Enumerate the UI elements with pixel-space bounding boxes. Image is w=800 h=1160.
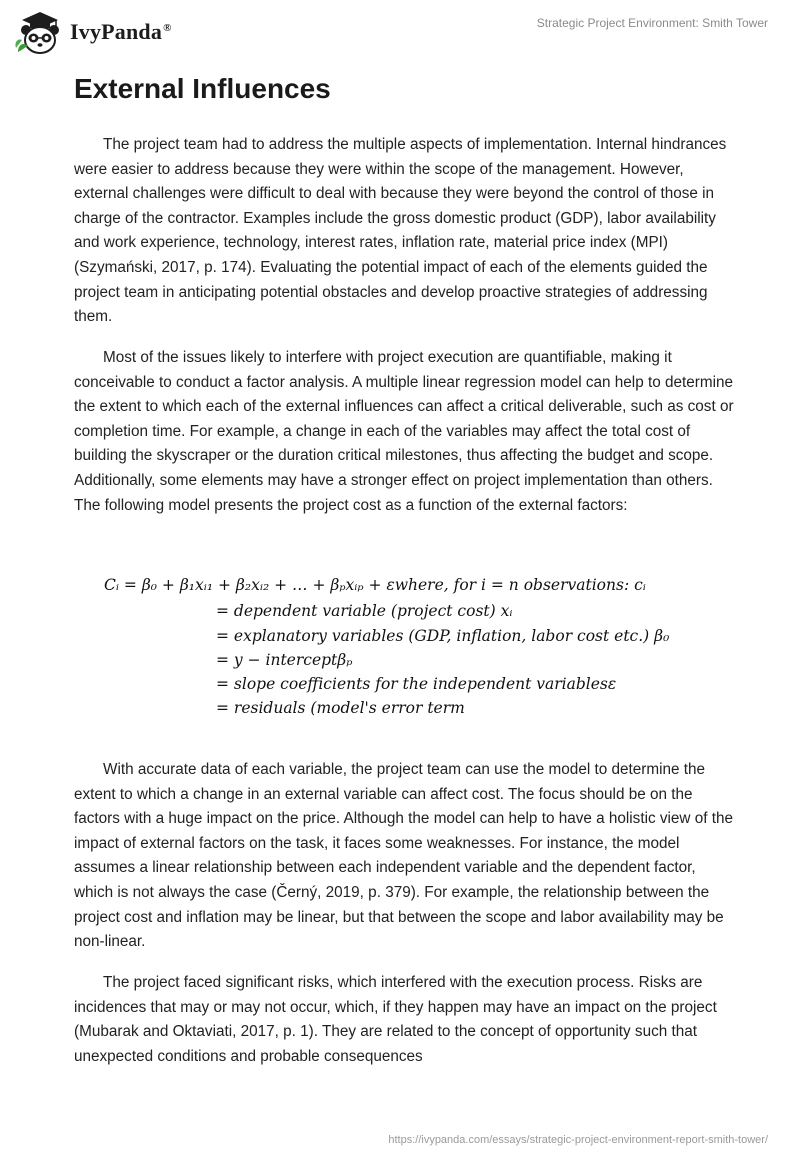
formula-line-6: = residuals (model's error term	[216, 699, 465, 717]
regression-formula	[104, 574, 734, 724]
paragraph-3: With accurate data of each variable, the project team can use the model to determine the extent to which a change in an external variable can affect cost. The focus should be on the factors with a huge impact on the price. Although the model can help to have a holistic view of the impact of external factors on the task, it faces some weaknesses. For instance, the model assumes a linear relationship between each independent variable and the dependent factor, which is not always the case (Černý, 2019, p. 379). For example, the relationship between the project cost and inflation may be linear, but that between the scope and labor availability may be non-linear.	[74, 761, 734, 951]
paragraph-1: The project team had to address the multiple aspects of implementation. Internal hindrances were easier to address because they were within the scope of the management. However, external challenges were difficult to deal with because they were beyond the control of those in charge of the contractor. Examples include the gross domestic product (GDP), labor availability and work experience, technology, interest rates, inflation rate, material price index (MPI) (Szymański, 2017, p. 174). Evaluating the potential impact of each of the elements guided the project team in anticipating potential obstacles and develop proactive strategies of addressing them.	[74, 136, 727, 326]
page-header	[0, 0, 800, 60]
formula-line-1: Cᵢ = β₀ + β₁xᵢ₁ + β₂xᵢ₂ + … + βₚxᵢₚ + εwhere, for i = n observations: cᵢ	[104, 576, 646, 594]
logo-wordmark: IvyPanda®	[70, 19, 172, 44]
formula-line-2: = dependent variable (project cost) xᵢ	[216, 602, 513, 620]
section-heading: External Influences	[74, 73, 331, 104]
source-url-link[interactable]: https://ivypanda.com/essays/strategic-project-environment-report-smith-tower/	[388, 1134, 768, 1146]
formula-line-3: = explanatory variables (GDP, inflation, labor cost etc.) β₀	[216, 627, 670, 645]
panda-graduate-icon	[14, 8, 66, 56]
formula-line-5: = slope coefficients for the independent variablesε	[216, 675, 617, 693]
ivypanda-logo[interactable]	[14, 8, 214, 56]
header-document-title: Strategic Project Environment: Smith Tower	[536, 16, 768, 30]
paragraph-2: Most of the issues likely to interfere with project execution are quantifiable, making it conceivable to conduct a factor analysis. A multiple linear regression model can help to determine the extent to which each of the external influences can affect a critical deliverable, such as cost or completion time. For example, a change in each of the variables may affect the total cost of building the skyscraper or the duration critical milestones, thus affecting the budget and scope. Additionally, some elements may have a stronger effect on project implementation than others. The following model presents the project cost as a function of the external factors:	[74, 349, 734, 514]
formula-line-4: = y − interceptβₚ	[216, 651, 353, 669]
paragraph-4: The project faced significant risks, which interfered with the execution process. Risks are incidences that may or may not occur, which, if they happen may have an impact on the project (Mubarak and Oktaviati, 2017, p. 1). They are related to the concept of opportunity such that unexpected conditions and probable consequences	[74, 974, 717, 1065]
